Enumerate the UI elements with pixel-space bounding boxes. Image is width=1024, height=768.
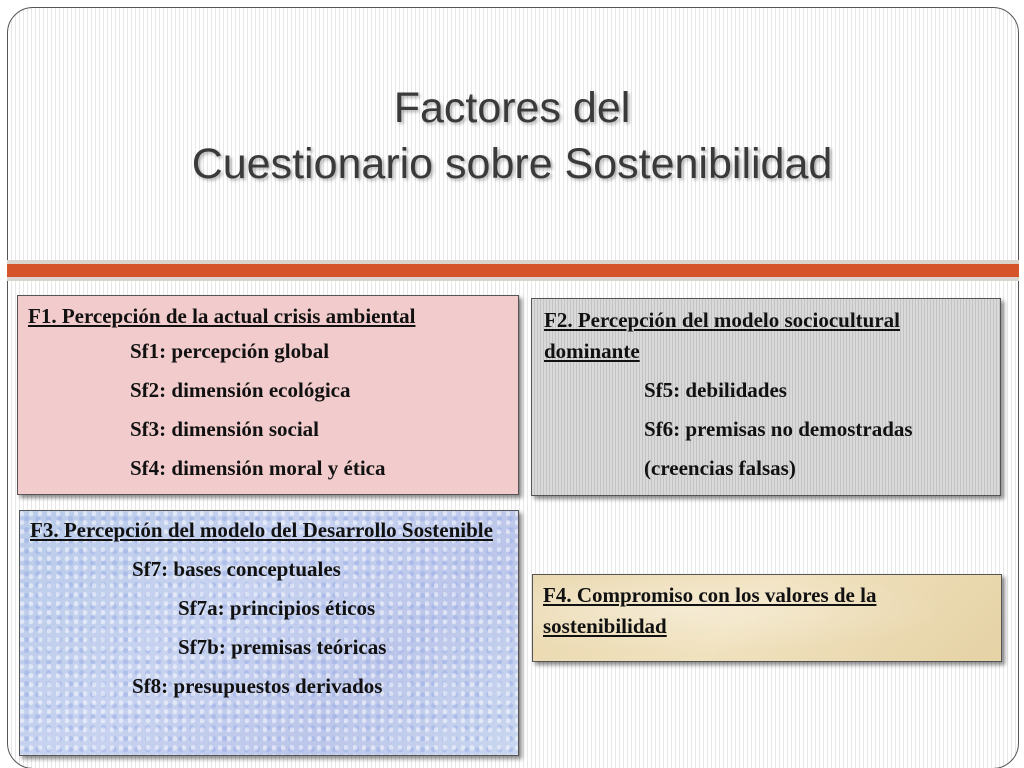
subfactor-sf8: Sf8: presupuestos derivados xyxy=(132,674,383,698)
factor-heading-f3: F3. Percepción del modelo del Desarrollo Sostenible xyxy=(30,518,493,542)
subfactor-sf6: Sf6: premisas no demostradas xyxy=(644,417,913,441)
factor-heading-f4: F4. Compromiso con los valores de la sostenibilidad xyxy=(543,583,877,638)
subfactor-sf2: Sf2: dimensión ecológica xyxy=(130,378,351,402)
divider-band-bottom xyxy=(7,277,1019,281)
title-line-2: Cuestionario sobre Sostenibilidad xyxy=(191,140,833,188)
factor-box-f2 xyxy=(531,298,1001,496)
subfactor-sf4: Sf4: dimensión moral y ética xyxy=(130,456,386,480)
subfactor-sf3: Sf3: dimensión social xyxy=(130,417,320,441)
factor-box-f1 xyxy=(17,295,519,495)
factor-heading-f1: F1. Percepción de la actual crisis ambiental xyxy=(28,304,416,328)
subfactor-sf7: Sf7: bases conceptuales xyxy=(132,557,341,581)
factor-heading-f2: F2. Percepción del modelo sociocultural dominante xyxy=(544,308,900,363)
subfactor-sf7a: Sf7a: principios éticos xyxy=(178,596,376,620)
subfactor-sf7b: Sf7b: premisas teóricas xyxy=(178,635,387,659)
factor-box-f4 xyxy=(532,574,1002,662)
divider-band-accent xyxy=(7,264,1019,277)
title-line-1: Factores del xyxy=(393,84,631,132)
slide-title xyxy=(0,80,1024,192)
subfactor-sf6-note: (creencias falsas) xyxy=(644,456,796,480)
factor-box-f3 xyxy=(19,510,519,756)
subfactor-sf5: Sf5: debilidades xyxy=(644,378,787,402)
subfactor-sf1: Sf1: percepción global xyxy=(130,339,330,363)
